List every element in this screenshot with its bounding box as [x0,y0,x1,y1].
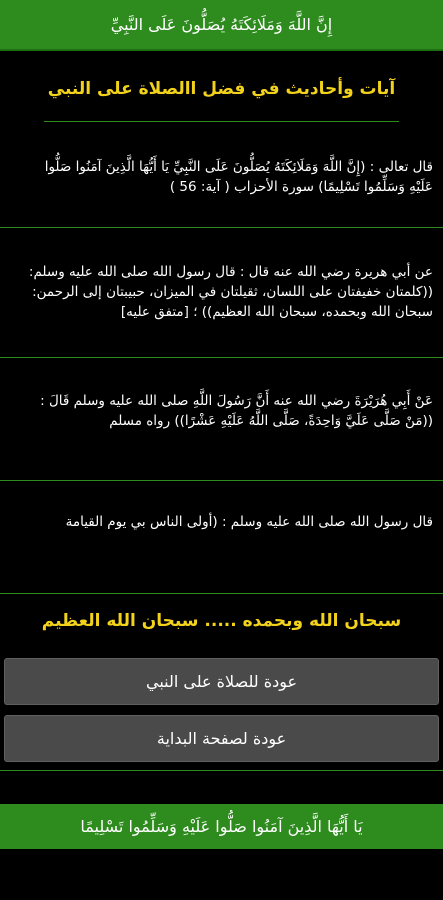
section-divider [0,480,443,481]
section-hadith-salah-ashra: عَنْ أَبِي هُرَيْرَةَ رضي الله عنه أَنَّ رَسُولَ اللَّهِ صلى الله عليه وسلم قَالَ : ((مَنْ صَلَّى عَلَيَّ وَاحِدَةً، صَلَّى اللَّهُ عَلَيْهِ عَشْرًا)) رواه مسلم [40,393,433,429]
section-divider [0,593,443,594]
section-divider [0,770,443,771]
section-divider [0,227,443,228]
bottom-banner-text: يَا أَيُّهَا الَّذِينَ آمَنُوا صَلُّوا عَلَيْهِ وَسَلِّمُوا تَسْلِيمًا [80,817,363,836]
back-to-salah-button[interactable]: عودة للصلاة على النبي [4,658,439,705]
bottom-banner [0,804,443,849]
tasbeeh-line: سبحان الله وبحمده ..... سبحان الله العظيم [41,611,402,631]
section-divider [0,357,443,358]
section-hadith-awla-nas: قال رسول الله صلى الله عليه وسلم : (أولى الناس بي يوم القيامة [65,514,433,530]
section-quran-verse: قال تعالى : (إِنَّ اللَّهَ وَمَلَائِكَتَهُ يُصَلُّونَ عَلَى النَّبِيِّ يَا أَيُّهَا الَّذِينَ آمَنُوا صَلُّوا عَلَيْهِ وَسَلِّمُوا تَسْلِيمًا) سورة الأحزاب ( آية: 56 ) [44,159,433,195]
back-to-home-button[interactable]: عودة لصفحة البداية [4,715,439,762]
heading-divider [44,121,399,122]
section-hadith-kalimatan: عن أبي هريرة رضي الله عنه قال : قال رسول الله صلى الله عليه وسلم: ((كلمتان خفيفتان على اللسان، ثقيلتان في الميزان، حبيبتان إلى الرحمن: سبحان الله وبحمده، سبحان الله العظيم)) ؛ [متفق عليه] [28,264,433,320]
top-banner-text: إِنَّ اللَّهَ وَمَلَائِكَتَهُ يُصَلُّونَ عَلَى النَّبِيِّ [110,15,333,34]
page-heading: آيات وأحاديث في فضل االصلاة على النبي [47,79,396,99]
top-banner [0,0,443,51]
